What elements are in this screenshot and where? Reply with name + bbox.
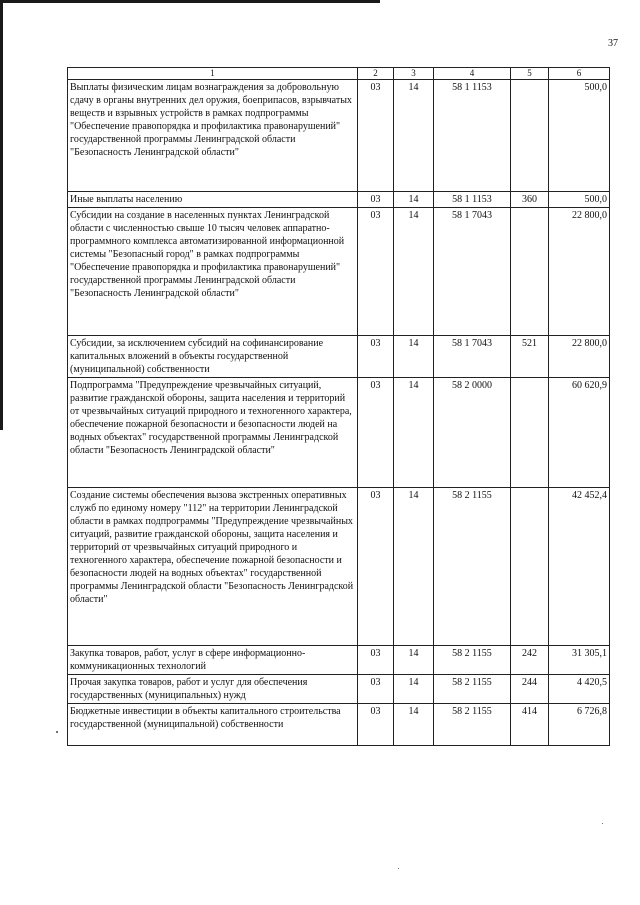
cell-expense-type bbox=[511, 80, 549, 192]
header-cell: 2 bbox=[358, 68, 394, 80]
table-row bbox=[68, 704, 610, 746]
scan-border-top bbox=[0, 0, 380, 3]
page-number: 37 bbox=[608, 38, 618, 49]
cell-target-code: 58 1 7043 bbox=[434, 208, 511, 336]
cell-amount: 22 800,0 bbox=[549, 336, 610, 378]
cell-amount: 31 305,1 bbox=[549, 646, 610, 675]
table-row bbox=[68, 488, 610, 646]
cell-target-code: 58 2 1155 bbox=[434, 704, 511, 746]
cell-amount: 4 420,5 bbox=[549, 675, 610, 704]
cell-expense-type: 242 bbox=[511, 646, 549, 675]
header-cell: 1 bbox=[68, 68, 358, 80]
cell-section: 03 bbox=[358, 208, 394, 336]
cell-section: 03 bbox=[358, 646, 394, 675]
cell-expense-type: 360 bbox=[511, 192, 549, 208]
table-row bbox=[68, 192, 610, 208]
scan-border-left bbox=[0, 0, 3, 430]
cell-section: 03 bbox=[358, 675, 394, 704]
cell-amount: 6 726,8 bbox=[549, 704, 610, 746]
cell-target-code: 58 1 1153 bbox=[434, 80, 511, 192]
table-row bbox=[68, 80, 610, 192]
table-row bbox=[68, 336, 610, 378]
header-cell: 3 bbox=[394, 68, 434, 80]
cell-subsection: 14 bbox=[394, 378, 434, 488]
header-cell: 6 bbox=[549, 68, 610, 80]
cell-expense-type: 521 bbox=[511, 336, 549, 378]
cell-target-code: 58 2 1155 bbox=[434, 646, 511, 675]
cell-amount: 60 620,9 bbox=[549, 378, 610, 488]
cell-name: Субсидии на создание в населенных пунктах Ленинградской области с численностью свыше 10 тысяч человек аппаратно-программного комплекса автоматизированной информационной системы "Безопасный город" в рамках подпрограммы "Обеспечение правопорядка и профилактика правонарушений" государственной программы Ленинградской области "Безопасность Ленинградской области" bbox=[68, 208, 358, 336]
cell-subsection: 14 bbox=[394, 80, 434, 192]
cell-amount: 500,0 bbox=[549, 192, 610, 208]
table-row bbox=[68, 208, 610, 336]
cell-expense-type bbox=[511, 488, 549, 646]
cell-subsection: 14 bbox=[394, 192, 434, 208]
cell-expense-type bbox=[511, 378, 549, 488]
cell-section: 03 bbox=[358, 192, 394, 208]
cell-section: 03 bbox=[358, 378, 394, 488]
header-row bbox=[68, 68, 610, 80]
scan-speck bbox=[56, 731, 58, 733]
cell-name: Подпрограмма "Предупреждение чрезвычайных ситуаций, развитие гражданской обороны, защита населения и территорий от чрезвычайных ситуаций природного и техногенного характера, обеспечение пожарной безопасности и безопасности людей на водных объектах" государственной программы Ленинградской области "Безопасность Ленинградской области" bbox=[68, 378, 358, 488]
cell-name: Бюджетные инвестиции в объекты капитального строительства государственной (муниципальной) собственности bbox=[68, 704, 358, 746]
cell-name: Субсидии, за исключением субсидий на софинансирование капитальных вложений в объекты государственной (муниципальной) собственности bbox=[68, 336, 358, 378]
header-cell: 4 bbox=[434, 68, 511, 80]
budget-table bbox=[67, 67, 610, 746]
cell-name: Иные выплаты населению bbox=[68, 192, 358, 208]
header-cell: 5 bbox=[511, 68, 549, 80]
cell-amount: 42 452,4 bbox=[549, 488, 610, 646]
scan-speck bbox=[602, 823, 603, 824]
table-row bbox=[68, 378, 610, 488]
cell-target-code: 58 1 7043 bbox=[434, 336, 511, 378]
cell-amount: 500,0 bbox=[549, 80, 610, 192]
cell-amount: 22 800,0 bbox=[549, 208, 610, 336]
cell-target-code: 58 2 1155 bbox=[434, 488, 511, 646]
cell-name: Выплаты физическим лицам вознаграждения за добровольную сдачу в органы внутренних дел оружия, боеприпасов, взрывчатых веществ и взрывных устройств в рамках подпрограммы "Обеспечение правопорядка и профилактика правонарушений" государственной программы Ленинградской области "Безопасность Ленинградской области" bbox=[68, 80, 358, 192]
cell-name: Создание системы обеспечения вызова экстренных оперативных служб по единому номеру "112" на территории Ленинградской области в рамках подпрограммы "Предупреждение чрезвычайных ситуаций, развитие гражданской обороны, защита населения и территорий от чрезвычайных ситуаций природного и техногенного характера, обеспечение пожарной безопасности и безопасности людей на водных объектах" государственной программы Ленинградской области "Безопасность Ленинградской области" bbox=[68, 488, 358, 646]
cell-subsection: 14 bbox=[394, 208, 434, 336]
cell-section: 03 bbox=[358, 80, 394, 192]
cell-subsection: 14 bbox=[394, 488, 434, 646]
table-row bbox=[68, 646, 610, 675]
scan-speck bbox=[398, 868, 399, 869]
cell-expense-type: 244 bbox=[511, 675, 549, 704]
cell-section: 03 bbox=[358, 336, 394, 378]
cell-section: 03 bbox=[358, 704, 394, 746]
cell-name: Прочая закупка товаров, работ и услуг для обеспечения государственных (муниципальных) нужд bbox=[68, 675, 358, 704]
cell-subsection: 14 bbox=[394, 675, 434, 704]
cell-target-code: 58 1 1153 bbox=[434, 192, 511, 208]
table-row bbox=[68, 675, 610, 704]
cell-section: 03 bbox=[358, 488, 394, 646]
cell-name: Закупка товаров, работ, услуг в сфере информационно-коммуникационных технологий bbox=[68, 646, 358, 675]
cell-target-code: 58 2 1155 bbox=[434, 675, 511, 704]
cell-target-code: 58 2 0000 bbox=[434, 378, 511, 488]
cell-subsection: 14 bbox=[394, 336, 434, 378]
cell-subsection: 14 bbox=[394, 646, 434, 675]
cell-subsection: 14 bbox=[394, 704, 434, 746]
cell-expense-type: 414 bbox=[511, 704, 549, 746]
cell-expense-type bbox=[511, 208, 549, 336]
